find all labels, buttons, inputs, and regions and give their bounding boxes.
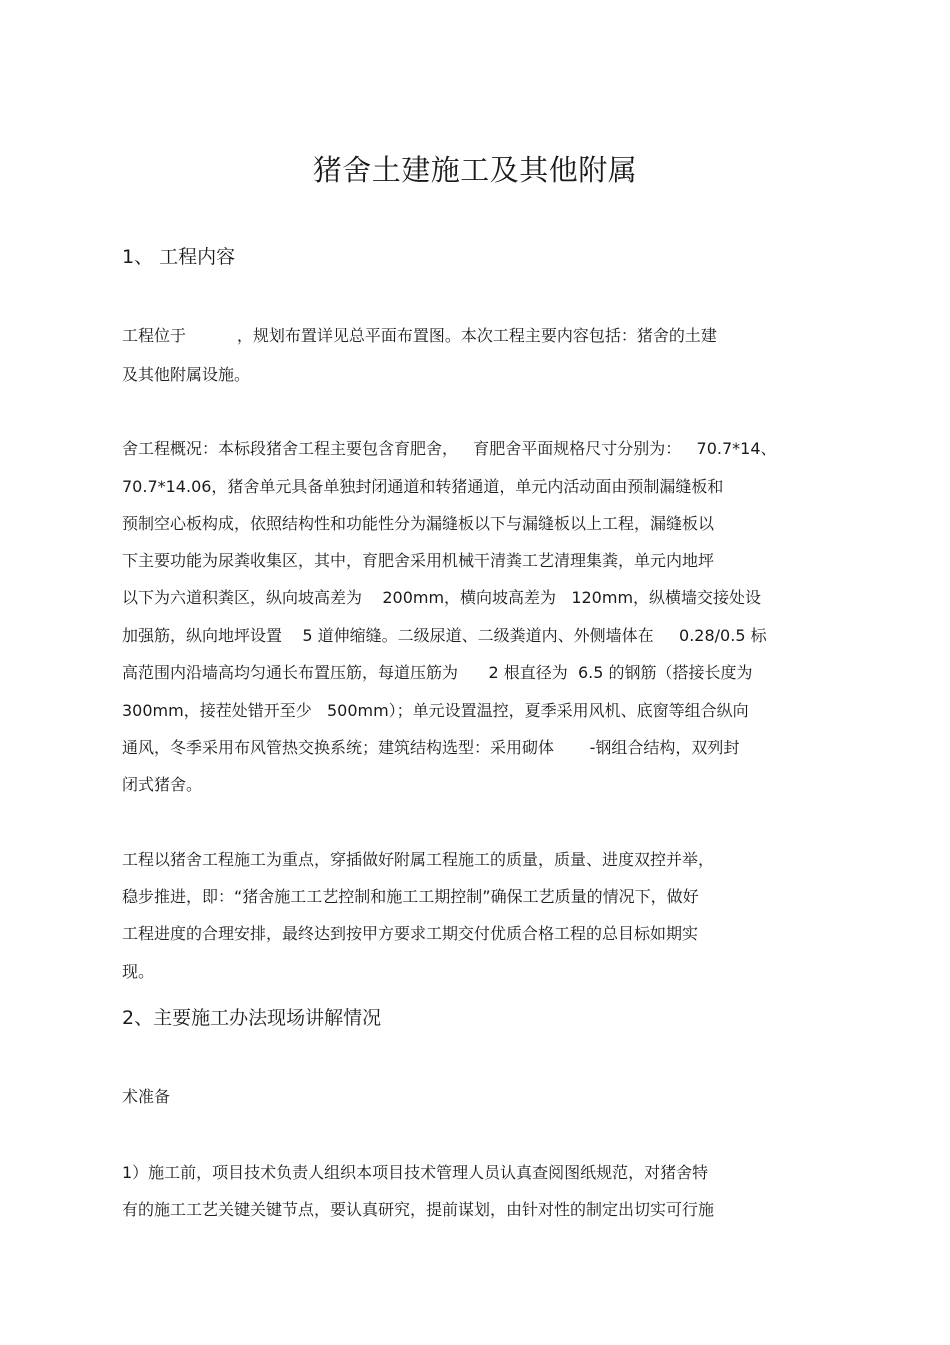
section-2-heading: 2、主要施工办法现场讲解情况: [122, 1007, 382, 1029]
section-2-subheading: 术准备: [122, 1087, 171, 1106]
paragraph-line: 通风，冬季采用布风管热交换系统；建筑结构选型：采用砌体 -钢组合结构，双列封: [122, 738, 740, 757]
paragraph-line: 有的施工工艺关键关键节点，要认真研究，提前谋划，由针对性的制定出切实可行施: [122, 1200, 715, 1219]
section-1-heading: 1、 工程内容: [122, 246, 236, 268]
paragraph-line: 以下为六道积粪区，纵向坡高差为 200mm，横向坡高差为 120mm，纵横墙交接处设: [122, 588, 762, 607]
paragraph-line: 工程以猪舍工程施工为重点，穿插做好附属工程施工的质量，质量、进度双控并举，: [122, 850, 715, 869]
paragraph-line: 300mm，接茬处错开至少 500mm）；单元设置温控，夏季采用风机、底窗等组合纵向: [122, 701, 749, 720]
paragraph-line: 预制空心板构成，依照结构性和功能性分为漏缝板以下与漏缝板以上工程，漏缝板以: [122, 514, 715, 533]
paragraph-line: 下主要功能为尿粪收集区，其中，育肥舍采用机械干清粪工艺清理集粪，单元内地坪: [122, 551, 715, 570]
paragraph-line: 现。: [122, 962, 155, 981]
paragraph-line: 工程进度的合理安排，最终达到按甲方要求工期交付优质合格工程的总目标如期实: [122, 924, 699, 943]
paragraph-line: 稳步推进，即：“猪舍施工工艺控制和施工工期控制”确保工艺质量的情况下，做好: [122, 887, 699, 906]
document-title: 猪舍土建施工及其他附属: [312, 153, 638, 187]
paragraph-line: 加强筋，纵向地坪设置 5 道伸缩缝。二级尿道、二级粪道内、外侧墙体在 0.28/0.5 标: [122, 626, 767, 645]
paragraph-line: 及其他附属设施。: [122, 365, 251, 384]
paragraph-line: 高范围内沿墙高均匀通长布置压筋，每道压筋为 2 根直径为 6.5 的钢筋（搭接长度为: [122, 663, 753, 682]
paragraph-line: 舍工程概况：本标段猪舍工程主要包含育肥舍， 育肥舍平面规格尺寸分别为： 70.7*14、: [122, 439, 777, 458]
paragraph-line: 1）施工前，项目技术负责人组织本项目技术管理人员认真查阅图纸规范，对猪舍特: [122, 1163, 709, 1182]
paragraph-line: 闭式猪舍。: [122, 775, 203, 794]
paragraph-line: 70.7*14.06，猪舍单元具备单独封闭通道和转猪通道，单元内活动面由预制漏缝板和: [122, 477, 724, 496]
paragraph-line: 工程位于 ，规划布置详见总平面布置图。本次工程主要内容包括：猪舍的土建: [122, 326, 717, 345]
